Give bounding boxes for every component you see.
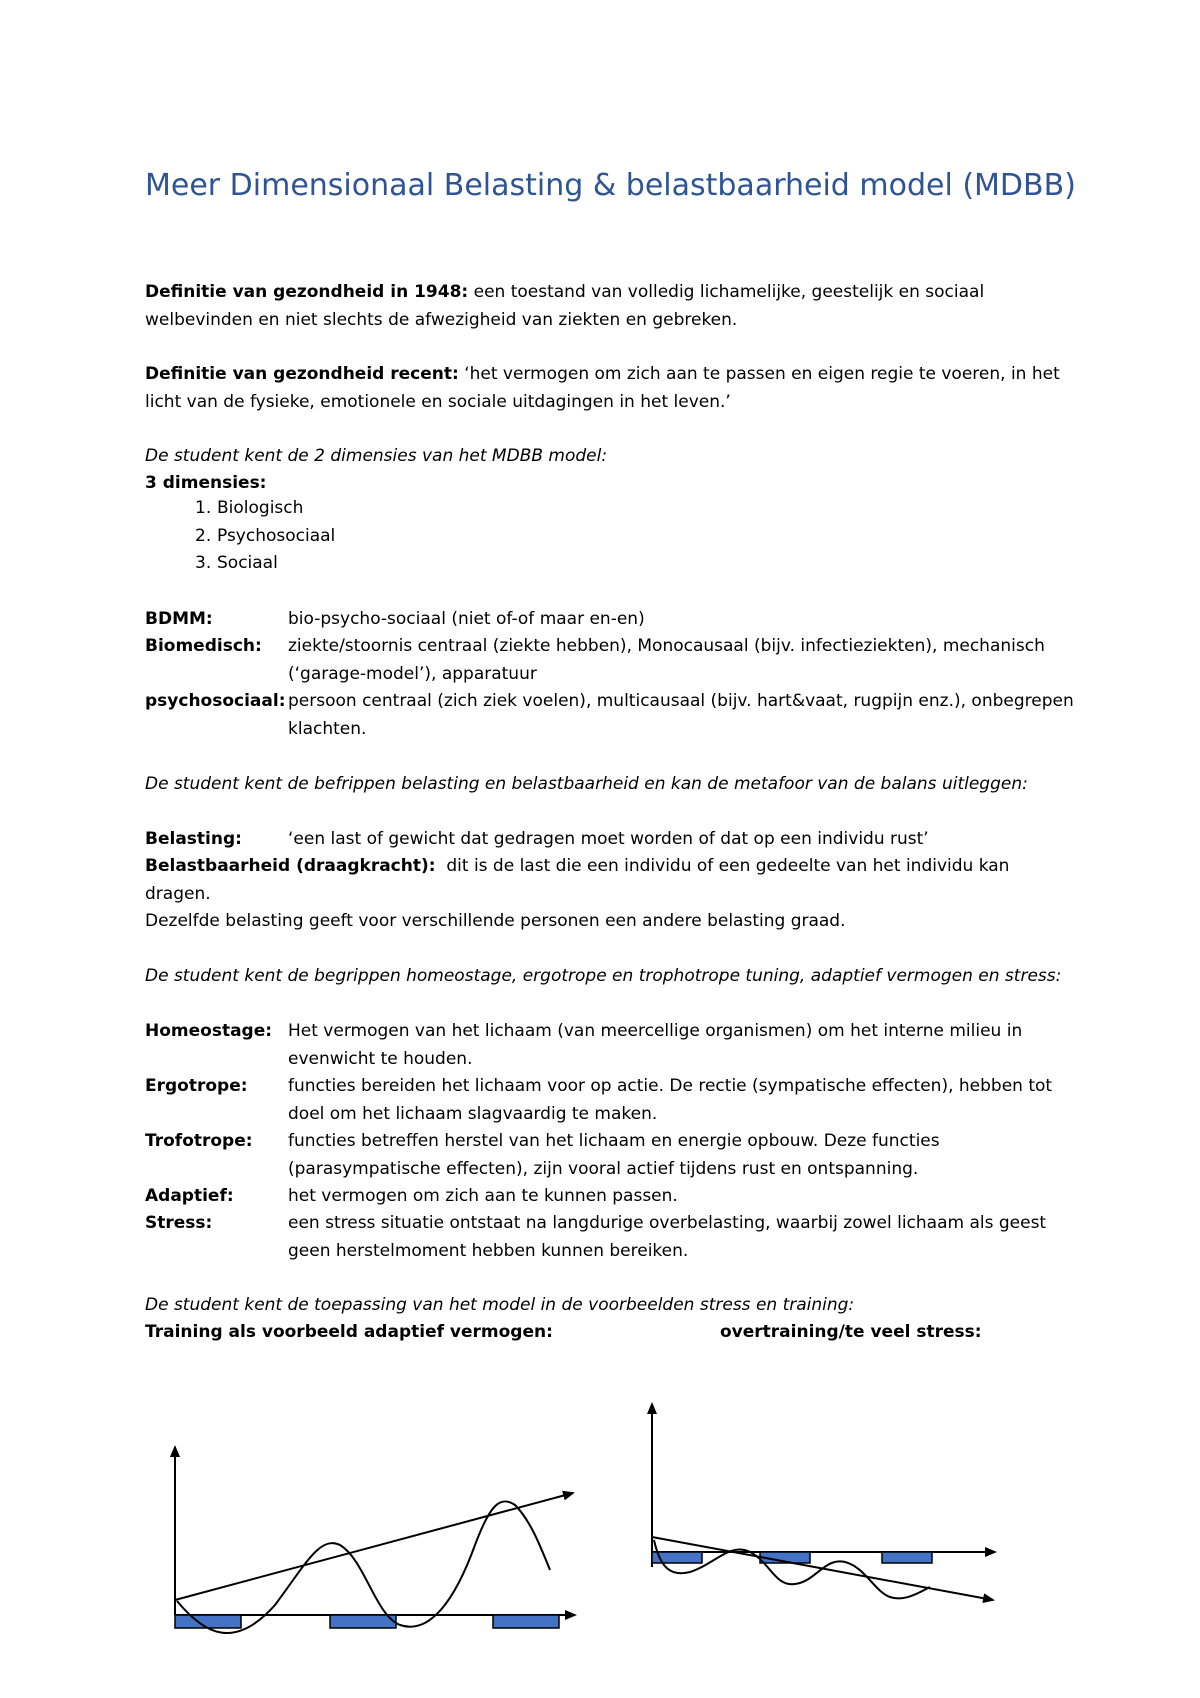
term-text: het vermogen om zich aan te kunnen passen.: [288, 1186, 678, 1206]
term-trofotrope: [145, 1128, 1075, 1183]
list-item: [145, 523, 335, 551]
dimensions-list: [145, 495, 335, 578]
definition-recent-label: Definitie van gezondheid recent:: [145, 364, 459, 384]
term-label: Homeostage:: [145, 1021, 273, 1041]
term-label: Ergotrope:: [145, 1076, 248, 1096]
term-text: functies betreffen herstel van het lichaam en energie opbouw. Deze functies (parasympatische effecten), zijn vooral actief tijdens rust en ontspanning.: [288, 1131, 940, 1179]
training-label: Training als voorbeeld adaptief vermogen:: [145, 1322, 553, 1342]
list-item: [145, 550, 335, 578]
belasting-closing: Dezelfde belasting geeft voor verschillende personen een andere belasting graad.: [145, 911, 846, 931]
term-ergotrope: [145, 1073, 1075, 1128]
term-psychosociaal: [145, 688, 1075, 743]
term-text: persoon centraal (zich ziek voelen), multicausaal (bijv. hart&vaat, rugpijn enz.), onbegrepen klachten.: [288, 691, 1074, 739]
term-text: dit is de last die een individu of een gedeelte van het individu kan dragen.: [145, 856, 1010, 904]
definition-1948: [145, 279, 1075, 334]
term-label: Belasting:: [145, 829, 242, 849]
term-label: BDMM:: [145, 609, 213, 629]
term-label: Biomedisch:: [145, 636, 262, 656]
term-biomedisch: [145, 633, 1075, 688]
term-bdmm: [145, 606, 1075, 634]
term-label: Adaptief:: [145, 1186, 234, 1206]
term-belastbaarheid: [145, 853, 1075, 908]
decline-curve: [654, 1540, 930, 1598]
definition-recent: [145, 361, 1075, 416]
list-item-label: Psychosociaal: [217, 525, 336, 546]
list-item: [145, 495, 335, 523]
training-diagram: [155, 1425, 595, 1645]
term-label: Trofotrope:: [145, 1131, 253, 1151]
definition-recent-text: ‘het vermogen om zich aan te passen en eigen regie te voeren, in het licht van de fysieke, emotionele en sociale uitdagingen in het leven.’: [145, 364, 1060, 412]
term-label: psychosociaal:: [145, 691, 286, 711]
term-text: bio-psycho-sociaal (niet of-of maar en-en): [288, 609, 645, 629]
list-item-label: Sociaal: [217, 553, 278, 573]
section-heading-homeostage: De student kent de begrippen homeostage, ergotrope en trophotrope tuning, adaptief vermogen en stress:: [145, 966, 1062, 986]
dimensions-subheading: 3 dimensies:: [145, 473, 267, 493]
overtraining-label: overtraining/te veel stress:: [720, 1322, 982, 1342]
term-adaptief: [145, 1183, 1075, 1211]
term-text: ‘een last of gewicht dat gedragen moet worden of dat op een individu rust’: [288, 829, 929, 849]
term-homeostage: [145, 1018, 1075, 1073]
load-block: [175, 1615, 241, 1628]
term-text: Het vermogen van het lichaam (van meercellige organismen) om het interne milieu in evenwicht te houden.: [288, 1021, 1023, 1069]
term-stress: [145, 1210, 1075, 1265]
term-label: Belastbaarheid (draagkracht):: [145, 856, 436, 876]
term-belasting: [145, 826, 1075, 854]
term-text: ziekte/stoornis centraal (ziekte hebben), Monocausaal (bijv. infectieziekten), mechanisch (‘garage-model’), apparatuur: [288, 636, 1045, 684]
term-label: Stress:: [145, 1213, 213, 1233]
overtraining-diagram: [630, 1392, 1020, 1612]
adaptation-curve: [177, 1501, 550, 1633]
section-heading-dimensions: De student kent de 2 dimensies van het MDBB model:: [145, 446, 608, 466]
section-heading-toepassing: De student kent de toepassing van het model in de voorbeelden stress en training:: [145, 1295, 855, 1315]
term-text: een stress situatie ontstaat na langdurige overbelasting, waarbij zowel lichaam als geest geen herstelmoment hebben kunnen bereiken.: [288, 1213, 1047, 1261]
list-item-number: 2.: [195, 525, 212, 546]
list-item-label: Biologisch: [217, 498, 304, 518]
list-item-number: 3.: [195, 553, 212, 573]
definition-1948-text: een toestand van volledig lichamelijke, geestelijk en sociaal welbevinden en niet slechts de afwezigheid van ziekten en gebreken.: [145, 282, 985, 330]
term-text: functies bereiden het lichaam voor op actie. De rectie (sympatische effecten), hebben tot doel om het lichaam slagvaardig te maken.: [288, 1076, 1053, 1124]
load-block: [493, 1615, 559, 1628]
load-block: [330, 1615, 396, 1628]
definition-1948-label: Definitie van gezondheid in 1948:: [145, 282, 469, 302]
section-heading-belasting: De student kent de befrippen belasting en belastbaarheid en kan de metafoor van de balans uitleggen:: [145, 774, 1028, 794]
trend-arrow: [175, 1493, 573, 1600]
page-title: Meer Dimensionaal Belasting & belastbaarheid model (MDBB): [145, 168, 1076, 203]
list-item-number: 1.: [195, 498, 212, 518]
load-block: [882, 1552, 932, 1563]
